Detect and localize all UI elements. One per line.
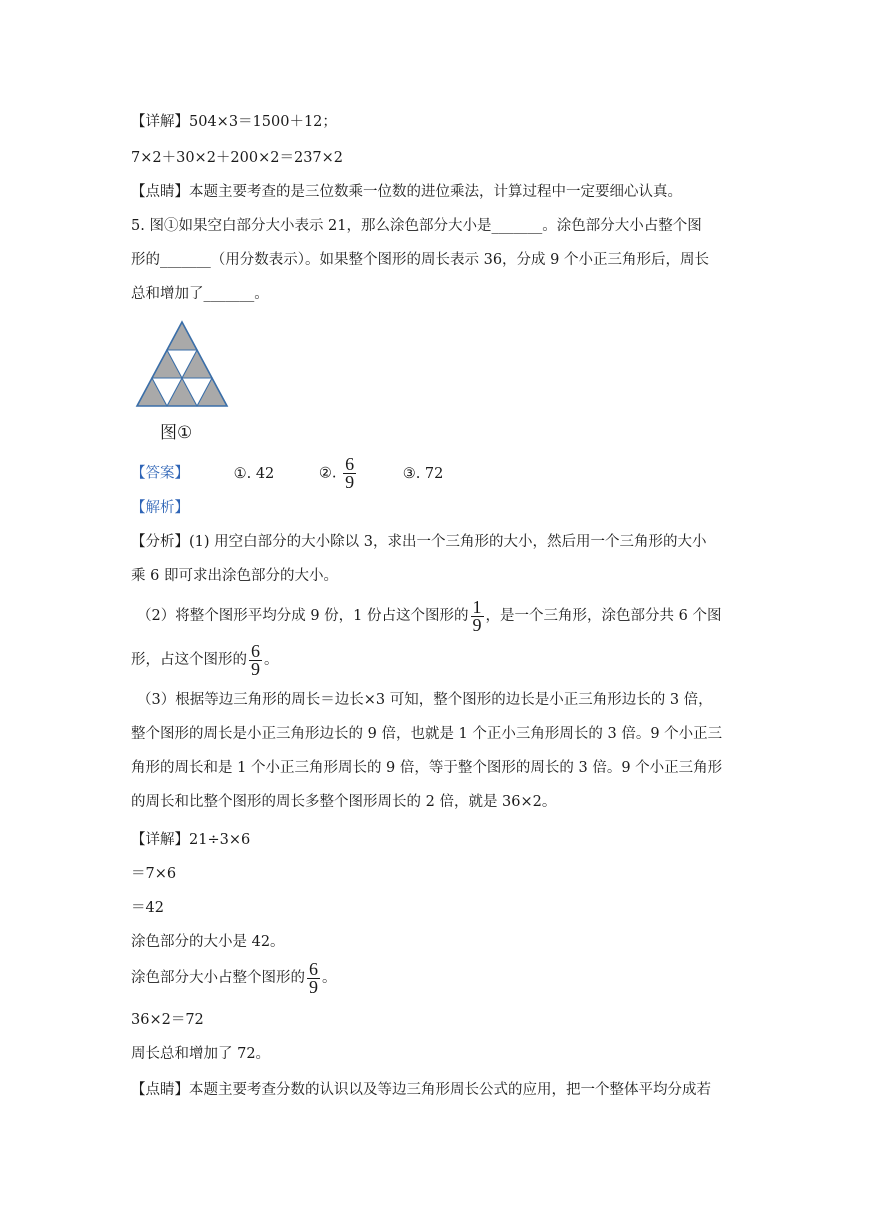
prev-comment: 【点睛】本题主要考查的是三位数乘一位数的进位乘法，计算过程中一定要细心认真。 [131,184,682,200]
analysis-p3-line1: （3）根据等边三角形的周长＝边长×3 可知，整个图形的边长是小正三角形边长的 3 倍， [137,692,713,708]
fraction-numerator: 1 [472,596,482,617]
shaded-triangle [167,322,197,350]
analysis-tag: 【解析】 [131,500,189,516]
analysis-p1-line2: 乘 6 即可求出涂色部分的大小。 [131,568,338,584]
detail-line5-fraction [307,958,320,997]
detail-line5-text-b: 。 [322,970,337,986]
answer-2 [319,456,358,491]
detail-line7: 周长总和增加了 72。 [131,1046,271,1062]
analysis-p1-line1: 【分析】(1) 用空白部分的大小除以 3，求出一个三角形的大小，然后用一个三角形的大小 [131,534,707,550]
answer-2-fraction [343,456,356,491]
analysis-p2-text-a: （2）将整个图形平均分成 9 份，1 份占这个图形的 [137,608,469,624]
detail-line1: 【详解】21÷3×6 [131,832,251,848]
fraction-numerator: 6 [345,454,355,474]
prev-detail-line2: 7×2＋30×2＋200×2＝237×2 [131,150,344,166]
fraction-denominator: 9 [345,472,355,492]
figure-caption: 图① [160,423,193,443]
detail-line5-text-a: 涂色部分大小占整个图形的 [131,970,305,986]
analysis-p3-line3: 角形的周长和是 1 个小正三角形周长的 9 倍，等于整个图形的周长的 3 倍。9 个小正三角形 [131,760,723,776]
fraction-denominator: 9 [309,976,318,997]
analysis-p2-line2 [131,642,279,678]
analysis-p2-text-b: ，是一个三角形，涂色部分共 6 个图 [485,608,722,624]
analysis-p2-line2-text-a: 形，占这个图形的 [131,652,247,668]
analysis-p2-line1 [137,598,721,634]
analysis-p3-line4: 的周长和比整个图形的周长多整个图形周长的 2 倍，就是 36×2。 [131,794,557,810]
analysis-p2-fraction2 [249,640,262,679]
comment-line: 【点睛】本题主要考查分数的认识以及等边三角形周长公式的应用，把一个整体平均分成若 [131,1082,711,1098]
answer-2-prefix: ②. [318,465,337,482]
detail-line2: ＝7×6 [131,866,177,882]
answer-line [131,456,443,490]
analysis-p3-line2: 整个图形的周长是小正三角形边长的 9 倍，也就是 1 个正小三角形周长的 3 倍。9 个小正三 [131,726,723,742]
prev-detail-line1: 【详解】504×3＝1500＋12； [131,114,337,130]
fraction-numerator: 6 [309,958,318,979]
question-5-line1: 5. 图①如果空白部分大小表示 21，那么涂色部分大小是_______。涂色部分大小占整个图 [131,218,702,234]
detail-line6: 36×2＝72 [131,1012,204,1028]
analysis-p2-fraction [471,596,484,635]
detail-line4: 涂色部分的大小是 42。 [131,934,285,950]
question-5-line3: 总和增加了_______。 [131,286,269,302]
fraction-numerator: 6 [251,640,260,661]
fraction-denominator: 9 [251,658,260,679]
detail-line5 [131,960,337,996]
answer-1: ①. 42 [233,465,275,482]
detail-line3: ＝42 [131,900,164,916]
analysis-p2-line2-text-b: 。 [264,652,279,668]
answer-3: ③. 72 [402,465,444,482]
question-5-line2: 形的_______（用分数表示）。如果整个图形的周长表示 36，分成 9 个小正三角形后，周长 [131,252,710,268]
fraction-denominator: 9 [472,614,482,635]
answer-tag: 【答案】 [131,465,189,482]
